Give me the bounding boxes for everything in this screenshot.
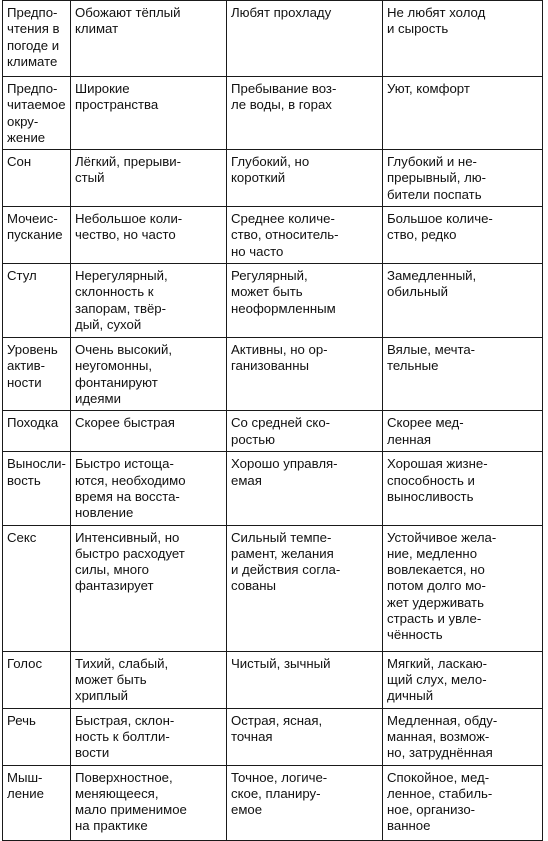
cell-col2: Среднее количе- ство, относитель- но часто [227,207,383,264]
table-row [3,150,543,207]
row-label: Предпо- читаемое окру- жение [3,77,71,150]
cell-col2: Пребывание воз- ле воды, в горах [227,77,383,150]
cell-col3: Не любят холод и сырость [383,1,543,77]
table-row [3,525,543,651]
cell-col2: Регулярный, может быть неоформленным [227,264,383,338]
cell-col1: Быстро истоща- ются, необходимо время на восста- новление [71,452,227,525]
row-label: Уровень актив- ности [3,338,71,411]
row-label: Голос [3,651,71,708]
cell-col3: Глубокий и не- прерывный, лю- бители поспать [383,150,543,207]
cell-col2: Хорошо управля- емая [227,452,383,525]
cell-col1: Широкие пространства [71,77,227,150]
table-row [3,264,543,338]
table-row [3,338,543,411]
row-label: Выносли- вость [3,452,71,525]
table-row [3,77,543,150]
table-row [3,411,543,452]
cell-col1: Нерегулярный, склонность к запорам, твёр- дый, сухой [71,264,227,338]
cell-col3: Устойчивое жела- ние, медленно вовлекается, но потом долго мо- жет удерживать страсть и увле- чённость [383,525,543,651]
cell-col1: Очень высокий, неугомонны, фонтанируют идеями [71,338,227,411]
cell-col2: Глубокий, но короткий [227,150,383,207]
cell-col3: Большое количе- ство, редко [383,207,543,264]
cell-col2: Сильный темпе- рамент, желания и действия согла- сованы [227,525,383,651]
cell-col1: Тихий, слабый, может быть хриплый [71,651,227,708]
dosha-comparison-table [2,0,543,841]
table-body [3,1,543,841]
cell-col1: Обожают тёплый климат [71,1,227,77]
cell-col3: Уют, комфорт [383,77,543,150]
table-row [3,765,543,840]
cell-col2: Любят прохладу [227,1,383,77]
row-label: Секс [3,525,71,651]
row-label: Стул [3,264,71,338]
row-label: Сон [3,150,71,207]
cell-col2: Острая, ясная, точная [227,708,383,765]
cell-col3: Хорошая жизне- способность и выносливость [383,452,543,525]
cell-col3: Скорее мед- ленная [383,411,543,452]
table-row [3,708,543,765]
cell-col1: Лёгкий, прерыви- стый [71,150,227,207]
table-row [3,207,543,264]
row-label: Мочеис- пускание [3,207,71,264]
cell-col3: Замедленный, обильный [383,264,543,338]
cell-col3: Медленная, обду- манная, возмож- но, затруднённая [383,708,543,765]
cell-col2: Точное, логиче- ское, планиру- емое [227,765,383,840]
row-label: Походка [3,411,71,452]
cell-col1: Поверхностное, меняющееся, мало применимое на практике [71,765,227,840]
cell-col3: Мягкий, ласкаю- щий слух, мело- дичный [383,651,543,708]
cell-col2: Со средней ско- ростью [227,411,383,452]
cell-col2: Чистый, зычный [227,651,383,708]
cell-col1: Небольшое коли- чество, но часто [71,207,227,264]
cell-col1: Скорее быстрая [71,411,227,452]
cell-col2: Активны, но ор- ганизованны [227,338,383,411]
table-row [3,452,543,525]
row-label: Предпо- чтения в погоде и климате [3,1,71,77]
row-label: Мыш- ление [3,765,71,840]
cell-col3: Вялые, мечта- тельные [383,338,543,411]
cell-col1: Интенсивный, но быстро расходует силы, много фантазирует [71,525,227,651]
table-row [3,651,543,708]
cell-col3: Спокойное, мед- ленное, стабиль- ное, организо- ванное [383,765,543,840]
table-row [3,1,543,77]
cell-col1: Быстрая, склон- ность к болтли- вости [71,708,227,765]
row-label: Речь [3,708,71,765]
